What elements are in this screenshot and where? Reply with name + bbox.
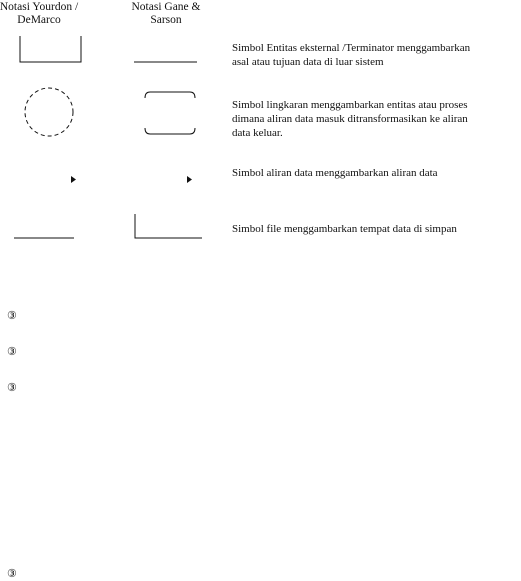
bullet-marker: ③ [7, 310, 17, 322]
yourdon-data-flow-arrow-icon [71, 176, 77, 184]
yourdon-external-entity-symbol [18, 36, 84, 64]
yourdon-process-circle-symbol [23, 86, 75, 138]
row4-line1: Simbol file menggambarkan tempat data di simpan [232, 223, 457, 235]
header-gane-line1: Notasi Gane & [131, 1, 201, 13]
header-gane-line2: Sarson [150, 14, 182, 26]
header-yourdon-line1: Notasi Yourdon / [0, 1, 79, 13]
gane-data-flow-arrow-icon [187, 176, 193, 184]
row2-description [232, 98, 468, 140]
bullet-marker: ③ [7, 346, 17, 358]
row2-line1: Simbol lingkaran menggambarkan entitas atau proses [232, 99, 468, 111]
row2-line2: dimana aliran data masuk ditransformasikan ke aliran [232, 113, 468, 125]
header-gane-sarson [125, 1, 207, 27]
row3-line1: Simbol aliran data menggambarkan aliran data [232, 167, 438, 179]
gane-data-store-symbol [134, 214, 204, 241]
header-yourdon [0, 1, 80, 27]
yourdon-data-store-symbol [14, 236, 76, 240]
row1-line2: asal atau tujuan data di luar sistem [232, 56, 384, 68]
row1-line1: Simbol Entitas eksternal /Terminator menggambarkan [232, 42, 471, 54]
gane-process-rounded-symbol [144, 90, 196, 138]
row2-line3: data keluar. [232, 127, 283, 139]
row1-description [232, 41, 470, 69]
row3-description [232, 166, 438, 180]
bullet-marker: ③ [7, 568, 17, 580]
bullet-marker: ③ [7, 382, 17, 394]
row4-description [232, 222, 457, 236]
gane-external-entity-symbol [134, 60, 198, 64]
header-yourdon-line2: DeMarco [17, 14, 61, 26]
